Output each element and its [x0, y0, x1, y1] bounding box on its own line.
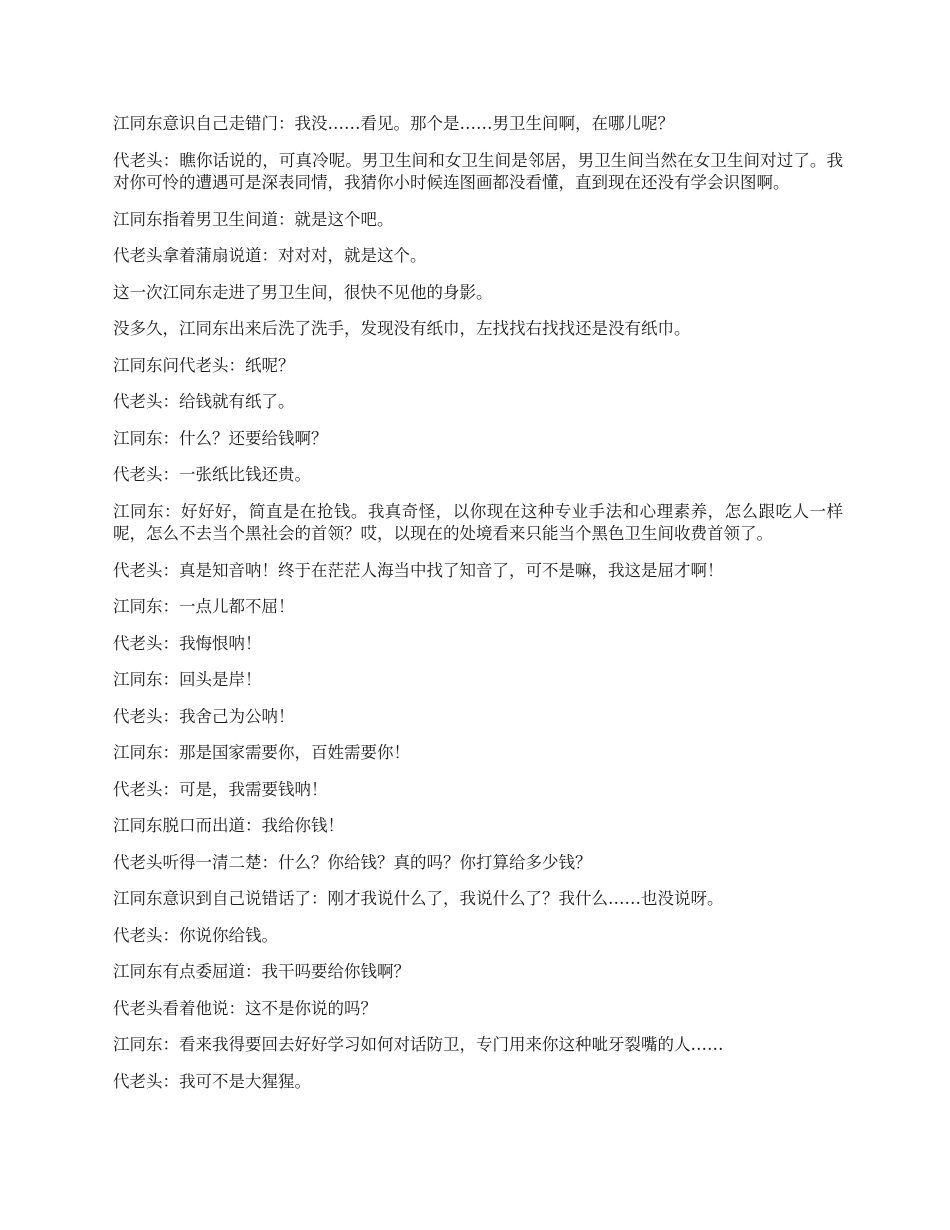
paragraph: 这一次江同东走进了男卫生间，很快不见他的身影。: [113, 282, 493, 302]
paragraph: 代老头：我悔恨呐！: [113, 633, 262, 653]
paragraph: 代老头拿着蒲扇说道：对对对，就是这个。: [113, 246, 427, 265]
paragraph: 代老头：你说你给钱。: [113, 925, 278, 945]
paragraph: 江同东：一点儿都不屈！: [113, 597, 295, 616]
paragraph: 江同东：好好好，简直是在抢钱。我真奇怪，以你现在这种专业手法和心理素养，怎么跟吃人一样呢，怎么不去当个黑社会的首领？哎，以现在的处境看来只能当个黑色卫生间收费首领了。: [113, 501, 843, 543]
paragraph: 江同东指着男卫生间道：就是这个吧。: [113, 209, 394, 229]
paragraph: 代老头：我舍己为公呐！: [113, 706, 295, 726]
paragraph: 江同东有点委屈道：我干吗要给你钱啊？: [113, 962, 410, 981]
document-body: [113, 113, 843, 1107]
paragraph: 江同东脱口而出道：我给你钱！: [113, 816, 344, 835]
paragraph: 代老头：可是，我需要钱呐！: [113, 779, 328, 799]
paragraph: 代老头：瞧你话说的，可真冷呢。男卫生间和女卫生间是邻居，男卫生间当然在女卫生间对过了。我对你可怜的遭遇可是深表同情，我猜你小时候连图画都没看懂，直到现在还没有学会识图啊。: [113, 150, 843, 192]
paragraph: 代老头看着他说：这不是你说的吗？: [113, 998, 377, 1018]
paragraph: 江同东问代老头：纸呢？: [113, 355, 295, 375]
paragraph: 江同东意识自己走错门：我没……看见。那个是……男卫生间啊，在哪儿呢？: [113, 114, 674, 133]
paragraph: 代老头：给钱就有纸了。: [113, 392, 295, 411]
paragraph: 代老头听得一清二楚：什么？你给钱？真的吗？你打算给多少钱？: [113, 852, 592, 872]
paragraph: 江同东：那是国家需要你，百姓需要你！: [113, 743, 410, 762]
paragraph: 江同东：什么？还要给钱啊？: [113, 428, 328, 448]
paragraph: 江同东意识到自己说错话了：刚才我说什么了，我说什么了？我什么……也没说呀。: [113, 889, 724, 908]
paragraph: 没多久，江同东出来后洗了洗手，发现没有纸巾，左找找右找找还是没有纸巾。: [113, 319, 691, 338]
paragraph: 代老头：我可不是大猩猩。: [113, 1071, 311, 1091]
paragraph: 江同东：看来我得要回去好好学习如何对话防卫，专门用来你这种呲牙裂嘴的人……: [113, 1035, 724, 1054]
paragraph: 代老头：一张纸比钱还贵。: [113, 465, 311, 484]
paragraph: 江同东：回头是岸！: [113, 670, 262, 689]
paragraph: 代老头：真是知音呐！终于在茫茫人海当中找了知音了，可不是嘛，我这是屈才啊！: [113, 560, 724, 580]
